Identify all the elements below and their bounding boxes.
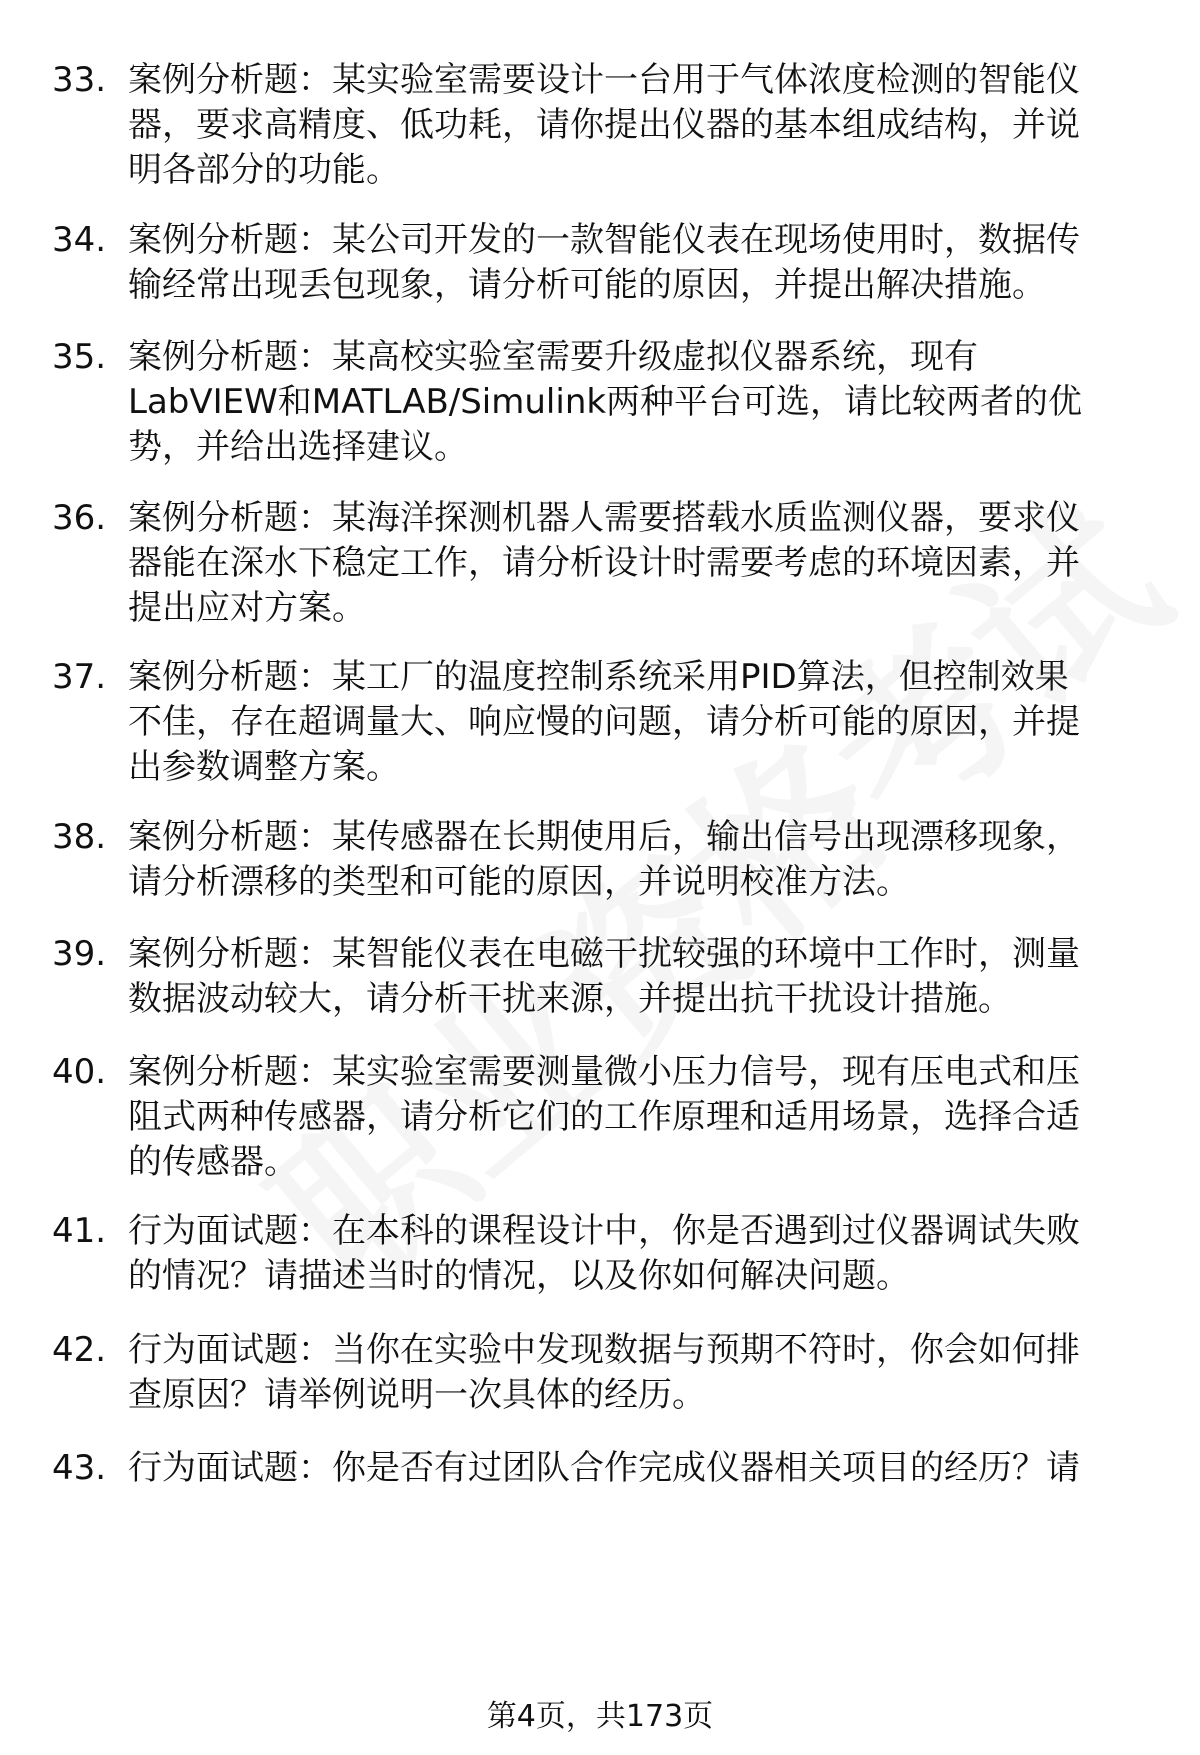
question-line: 案例分析题：某智能仪表在电磁干扰较强的环境中工作时，测量 bbox=[128, 934, 1080, 974]
question-text bbox=[128, 1328, 1158, 1418]
question-number: 40. bbox=[52, 1052, 107, 1092]
question-number: 43. bbox=[52, 1448, 107, 1488]
question-line: LabVIEW和MATLAB/Simulink两种平台可选，请比较两者的优 bbox=[128, 382, 1083, 422]
question-text bbox=[128, 932, 1158, 1022]
question-line: 案例分析题：某高校实验室需要升级虚拟仪器系统，现有 bbox=[128, 337, 978, 377]
question-line: 案例分析题：某工厂的温度控制系统采用PID算法，但控制效果 bbox=[128, 657, 1069, 697]
question-text bbox=[128, 1050, 1158, 1185]
question-text bbox=[128, 815, 1158, 905]
question-line: 行为面试题：当你在实验中发现数据与预期不符时，你会如何排 bbox=[128, 1330, 1080, 1370]
question-number: 37. bbox=[52, 657, 107, 697]
question-line: 的传感器。 bbox=[128, 1142, 298, 1182]
question-number: 34. bbox=[52, 220, 107, 260]
question-line: 出参数调整方案。 bbox=[128, 747, 400, 787]
question-line: 案例分析题：某实验室需要设计一台用于气体浓度检测的智能仪 bbox=[128, 60, 1080, 100]
page-footer: 第4页，共173页 bbox=[486, 1699, 714, 1734]
question-text bbox=[128, 218, 1158, 308]
question-number: 35. bbox=[52, 337, 107, 377]
question-line: 案例分析题：某公司开发的一款智能仪表在现场使用时，数据传 bbox=[128, 220, 1080, 260]
question-line: 数据波动较大，请分析干扰来源，并提出抗干扰设计措施。 bbox=[128, 979, 1012, 1019]
question-text bbox=[128, 1446, 1158, 1491]
question-line: 查原因？请举例说明一次具体的经历。 bbox=[128, 1375, 706, 1415]
question-line: 明各部分的功能。 bbox=[128, 150, 400, 190]
question-line: 提出应对方案。 bbox=[128, 588, 366, 628]
question-line: 请分析漂移的类型和可能的原因，并说明校准方法。 bbox=[128, 862, 910, 902]
question-line: 案例分析题：某海洋探测机器人需要搭载水质监测仪器，要求仪 bbox=[128, 498, 1080, 538]
question-line: 阻式两种传感器，请分析它们的工作原理和适用场景，选择合适 bbox=[128, 1097, 1080, 1137]
question-line: 输经常出现丢包现象，请分析可能的原因，并提出解决措施。 bbox=[128, 265, 1046, 305]
question-number: 38. bbox=[52, 817, 107, 857]
question-text bbox=[128, 496, 1158, 631]
question-number: 36. bbox=[52, 498, 107, 538]
question-text bbox=[128, 335, 1158, 470]
question-text bbox=[128, 58, 1158, 193]
question-number: 41. bbox=[52, 1211, 107, 1251]
question-line: 案例分析题：某实验室需要测量微小压力信号，现有压电式和压 bbox=[128, 1052, 1080, 1092]
question-number: 42. bbox=[52, 1330, 107, 1370]
question-number: 39. bbox=[52, 934, 107, 974]
question-text bbox=[128, 655, 1158, 790]
question-line: 器，要求高精度、低功耗，请你提出仪器的基本组成结构，并说 bbox=[128, 105, 1080, 145]
question-line: 行为面试题：在本科的课程设计中，你是否遇到过仪器调试失败 bbox=[128, 1211, 1080, 1251]
question-line: 器能在深水下稳定工作，请分析设计时需要考虑的环境因素，并 bbox=[128, 543, 1080, 583]
question-line: 行为面试题：你是否有过团队合作完成仪器相关项目的经历？请 bbox=[128, 1448, 1080, 1488]
question-line: 不佳，存在超调量大、响应慢的问题，请分析可能的原因，并提 bbox=[128, 702, 1080, 742]
question-text bbox=[128, 1209, 1158, 1299]
question-line: 的情况？请描述当时的情况，以及你如何解决问题。 bbox=[128, 1256, 910, 1296]
question-line: 案例分析题：某传感器在长期使用后，输出信号出现漂移现象， bbox=[128, 817, 1080, 857]
question-number: 33. bbox=[52, 60, 107, 100]
question-line: 势，并给出选择建议。 bbox=[128, 427, 468, 467]
